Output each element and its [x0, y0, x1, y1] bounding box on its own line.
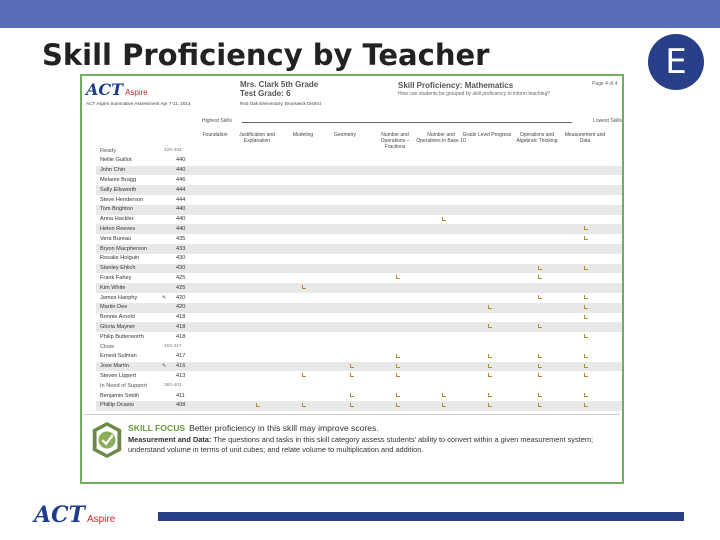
student-score: 440	[176, 157, 186, 164]
skill-scale-arrow	[242, 122, 572, 123]
skill-gap-mark	[584, 403, 588, 407]
student-grid	[96, 146, 624, 411]
column-header: Measurement and Data	[564, 132, 606, 144]
column-header: Operations and Algebraic Thinking	[516, 132, 558, 144]
student-row	[96, 185, 624, 195]
student-score: 420	[176, 294, 186, 301]
student-score: 420	[176, 304, 186, 311]
student-name: Martin Dee	[100, 304, 128, 311]
skill-focus-icon	[88, 421, 126, 459]
skill-gap-mark	[538, 373, 542, 377]
footer-logo-aspire-text: Aspire	[86, 514, 116, 525]
footer-act-aspire-logo	[34, 502, 115, 528]
page-number: Page 4 of 4	[592, 81, 618, 87]
skill-gap-mark	[302, 285, 306, 289]
teacher-name: Mrs. Clark 5th Grade	[240, 80, 319, 89]
act-aspire-logo	[86, 80, 148, 100]
student-name: Phillip Ocasio	[100, 402, 134, 409]
student-row	[96, 352, 624, 362]
skill-gap-mark	[350, 364, 354, 368]
accommodation-icon: ✎	[162, 294, 167, 301]
student-name: Frank Fahey	[100, 274, 132, 281]
skill-gap-mark	[488, 373, 492, 377]
column-header: Number and Operations in Base 10	[416, 132, 466, 144]
accommodation-icon: ✎	[162, 363, 167, 370]
skill-gap-mark	[538, 364, 542, 368]
student-name: Anna Hackler	[100, 216, 134, 223]
skill-focus-description: The questions and tasks in this skill category assess students' ability to convert within a given measurement system; understand volume in terms of unit cubes; and relate volume to multiplication and addition.	[128, 435, 594, 454]
student-name: James Hanphy	[100, 294, 138, 301]
footer-logo-act-text: ACT	[34, 502, 85, 528]
student-row	[96, 224, 624, 234]
assessment-line: ACT Aspire Summative Assessment Apr 7-11, 2014	[86, 101, 191, 106]
student-row	[96, 332, 624, 342]
student-score: 416	[176, 363, 186, 370]
group-header-row	[96, 342, 624, 352]
skill-gap-mark	[538, 295, 542, 299]
skill-gap-mark	[538, 393, 542, 397]
student-score: 413	[176, 372, 186, 379]
skill-gap-mark	[256, 403, 260, 407]
skill-gap-mark	[488, 354, 492, 358]
student-score: 433	[176, 245, 186, 252]
group-label: In Need of Support	[100, 382, 147, 389]
slide-title: Skill Proficiency by Teacher	[42, 38, 490, 72]
student-score: 444	[176, 196, 186, 203]
student-row	[96, 401, 624, 411]
skill-gap-mark	[442, 403, 446, 407]
skill-gap-mark	[584, 393, 588, 397]
student-name: Bryon Macpherson	[100, 245, 147, 252]
school-line: Red Oak Elementary, Brunswick District	[240, 101, 322, 106]
skill-gap-mark	[488, 403, 492, 407]
student-score: 425	[176, 274, 186, 281]
student-score: 408	[176, 402, 186, 409]
student-score: 430	[176, 255, 186, 262]
student-name: Melanie Bragg	[100, 176, 137, 183]
student-score: 418	[176, 323, 186, 330]
student-row	[96, 264, 624, 274]
skill-focus-heading: SKILL FOCUS	[128, 423, 186, 433]
skill-gap-mark	[584, 354, 588, 358]
skill-gap-mark	[488, 305, 492, 309]
skill-gap-mark	[396, 393, 400, 397]
skill-focus-category: Measurement and Data:	[128, 435, 212, 444]
skill-question: How can students be grouped by skill proficiency to inform teaching?	[398, 91, 551, 97]
skill-focus-panel	[84, 414, 620, 480]
student-name: Gloria Mayner	[100, 323, 136, 330]
skill-gap-mark	[584, 226, 588, 230]
student-score: 418	[176, 314, 186, 321]
skill-gap-mark	[302, 403, 306, 407]
report-header	[82, 76, 622, 116]
student-score: 440	[176, 206, 186, 213]
student-row	[96, 303, 624, 313]
student-row	[96, 195, 624, 205]
student-row	[96, 313, 624, 323]
skill-gap-mark	[302, 373, 306, 377]
student-row	[96, 215, 624, 225]
skill-gap-mark	[584, 315, 588, 319]
student-row	[96, 391, 624, 401]
student-name: Steven Lippert	[100, 372, 137, 379]
skill-gap-mark	[584, 236, 588, 240]
skill-gap-mark	[442, 217, 446, 221]
skill-gap-mark	[350, 373, 354, 377]
skill-gap-mark	[396, 275, 400, 279]
student-row	[96, 283, 624, 293]
student-score: 440	[176, 167, 186, 174]
student-row	[96, 156, 624, 166]
student-row	[96, 175, 624, 185]
skill-gap-mark	[584, 295, 588, 299]
group-header-row	[96, 381, 624, 391]
student-name: Rosalie Holguin	[100, 255, 140, 262]
skill-gap-mark	[350, 403, 354, 407]
logo-act-text: ACT	[86, 80, 124, 99]
student-row	[96, 322, 624, 332]
skill-gap-mark	[584, 364, 588, 368]
student-name: Stanley Ehlich	[100, 265, 136, 272]
skill-gap-mark	[396, 354, 400, 358]
student-name: Nellie Guillot	[100, 157, 132, 164]
skill-focus-title	[128, 423, 379, 433]
student-row	[96, 293, 624, 303]
student-name: Bonnie Arnold	[100, 314, 135, 321]
section-badge-letter: E	[665, 42, 687, 82]
top-accent-bar	[0, 0, 720, 28]
skill-gap-mark	[538, 354, 542, 358]
column-header: Modeling	[292, 132, 314, 138]
test-grade: Test Grade: 6	[240, 89, 291, 98]
footer-bar	[158, 512, 684, 521]
skill-gap-mark	[396, 373, 400, 377]
skill-gap-mark	[396, 364, 400, 368]
skill-report	[80, 74, 624, 484]
student-row	[96, 362, 624, 372]
student-score: 444	[176, 186, 186, 193]
column-header: Grade Level Progress	[462, 132, 512, 138]
column-header: Number and Operations – Fractions	[380, 132, 410, 150]
student-score: 418	[176, 333, 186, 340]
skill-gap-mark	[350, 393, 354, 397]
skill-gap-mark	[538, 403, 542, 407]
group-score-range: 402-417	[164, 343, 182, 349]
student-name: Sally Ellsworth	[100, 186, 137, 193]
student-name: Jose Martin	[100, 363, 129, 370]
section-badge	[648, 34, 704, 90]
student-name: Helen Reeves	[100, 225, 136, 232]
group-label: Close	[100, 343, 115, 350]
group-label: Ready	[100, 147, 117, 154]
student-name: Vera Bureau	[100, 235, 132, 242]
student-row	[96, 234, 624, 244]
skill-gap-mark	[488, 364, 492, 368]
skill-gap-mark	[538, 266, 542, 270]
skill-gap-mark	[538, 324, 542, 328]
student-score: 446	[176, 176, 186, 183]
student-row	[96, 244, 624, 254]
skill-gap-mark	[584, 266, 588, 270]
student-score: 430	[176, 265, 186, 272]
skill-gap-mark	[442, 393, 446, 397]
lowest-skills-label: Lowest Skills	[593, 118, 622, 124]
student-name: Steve Henderson	[100, 196, 144, 203]
skill-gap-mark	[396, 403, 400, 407]
skill-gap-mark	[584, 305, 588, 309]
group-header-row	[96, 146, 624, 156]
student-score: 440	[176, 225, 186, 232]
group-score-range: 382-401	[164, 382, 182, 388]
highest-skills-label: Highest Skills	[202, 118, 233, 124]
group-score-range: 420-434	[164, 147, 182, 153]
student-row	[96, 205, 624, 215]
student-row	[96, 371, 624, 381]
student-name: John Chin	[100, 167, 126, 174]
student-row	[96, 273, 624, 283]
skill-title: Skill Proficiency: Mathematics	[398, 81, 514, 90]
skill-focus-subtitle: Better proficiency in this skill may improve scores.	[189, 423, 379, 433]
skill-gap-mark	[488, 324, 492, 328]
student-name: Philip Butterworth	[100, 333, 144, 340]
skill-gap-mark	[488, 393, 492, 397]
student-name: Tom Brighton	[100, 206, 133, 213]
student-name: Kim White	[100, 284, 126, 291]
column-header: Foundation	[202, 132, 228, 138]
student-row	[96, 166, 624, 176]
student-score: 440	[176, 216, 186, 223]
skill-gap-mark	[584, 334, 588, 338]
student-name: Ernest Sulman	[100, 353, 137, 360]
student-score: 435	[176, 235, 186, 242]
skill-scale	[202, 118, 622, 128]
skill-focus-body	[128, 435, 616, 455]
column-header: Geometry	[334, 132, 356, 138]
student-score: 417	[176, 353, 186, 360]
student-score: 411	[176, 392, 185, 399]
skill-gap-mark	[584, 373, 588, 377]
student-score: 425	[176, 284, 186, 291]
student-row	[96, 254, 624, 264]
skill-gap-mark	[538, 275, 542, 279]
logo-aspire-text: Aspire	[125, 88, 148, 97]
column-header: Justification and Explanation	[239, 132, 275, 144]
student-name: Benjamin Smith	[100, 392, 140, 399]
